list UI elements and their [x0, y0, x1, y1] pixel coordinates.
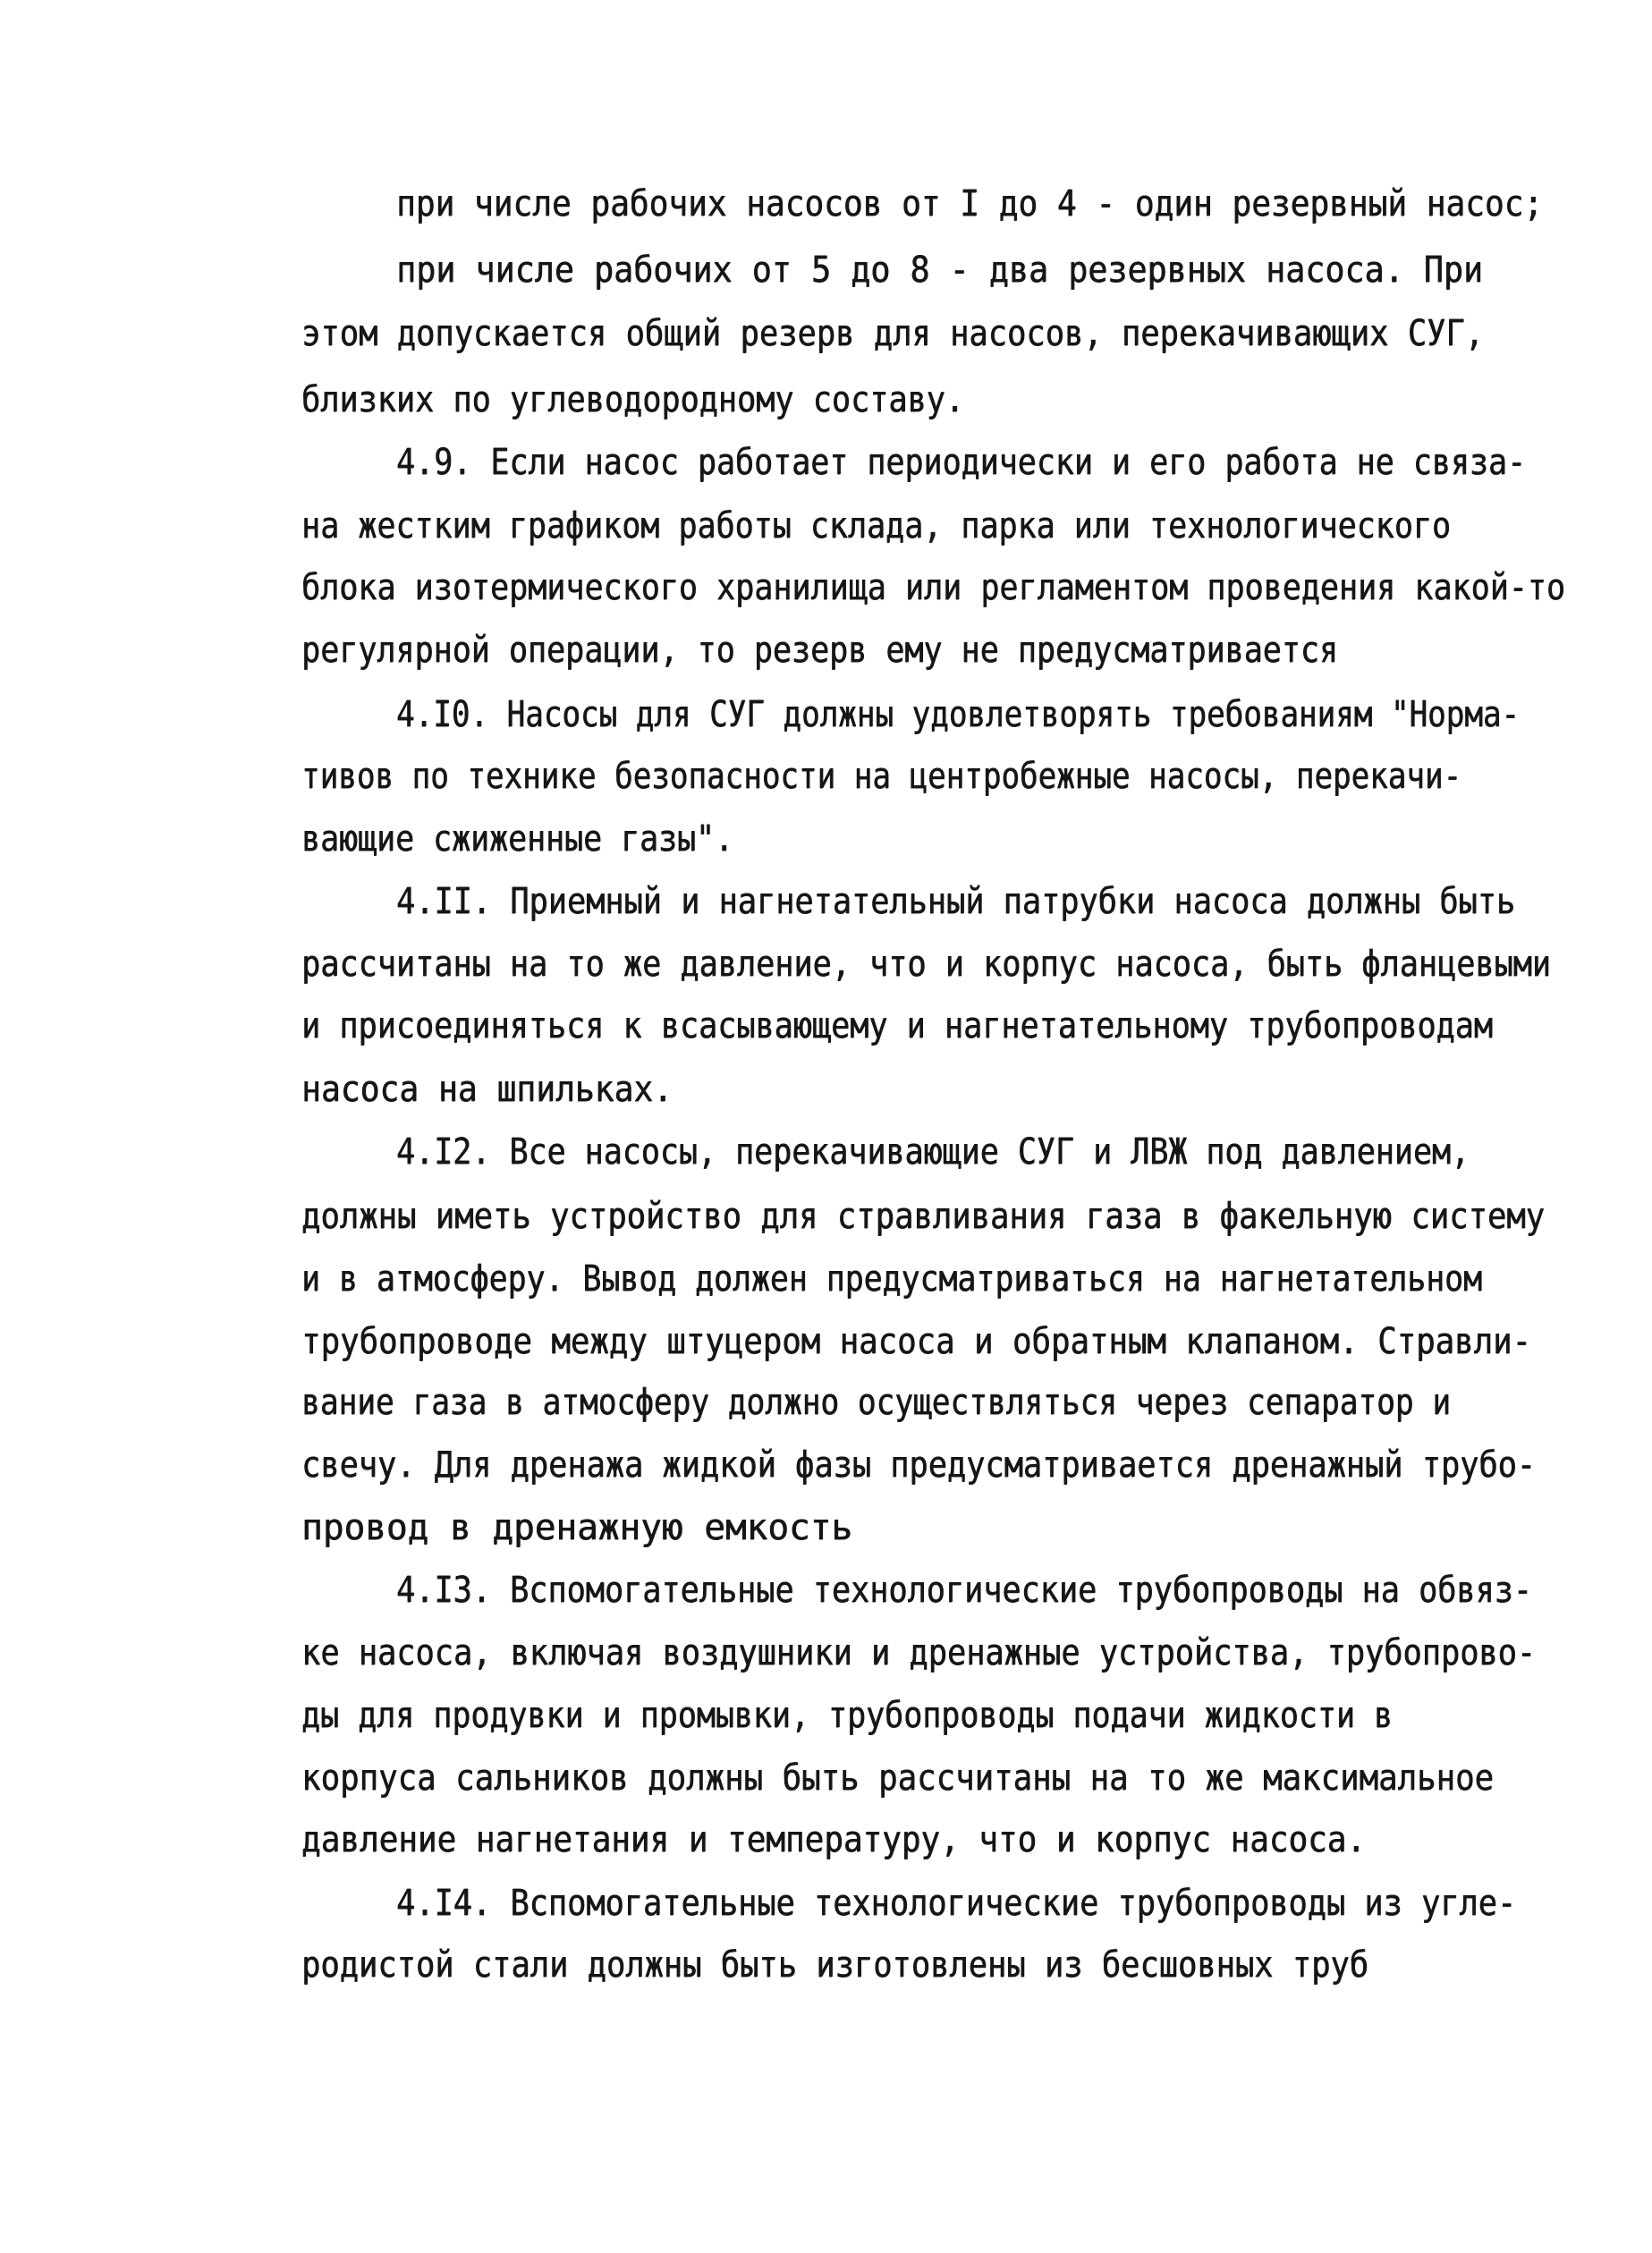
text-line: ке насоса, включая воздушники и дренажные устройства, трубопрово-: [301, 1632, 1537, 1673]
text-line: ды для продувки и промывки, трубопроводы подачи жидкости в: [301, 1695, 1393, 1736]
text-line: корпуса сальников должны быть рассчитаны на то же максимальное: [301, 1758, 1495, 1799]
text-line: родистой стали должны быть изготовлены из бесшовных труб: [301, 1944, 1368, 1986]
text-line: трубопроводе между штуцером насоса и обратным клапаном. Стравли-: [301, 1321, 1531, 1362]
text-line: свечу. Для дренажа жидкой фазы предусматривается дренажный трубо-: [301, 1444, 1537, 1486]
text-line: этом допускается общий резерв для насосов, перекачивающих СУГ,: [301, 313, 1484, 354]
text-line: и в атмосферу. Вывод должен предусматриваться на нагнетательном: [301, 1258, 1482, 1300]
text-line: провод в дренажную емкость: [301, 1507, 852, 1548]
text-line: регулярной операции, то резерв ему не предусматривается: [301, 630, 1338, 671]
text-line: вание газа в атмосферу должно осуществляться через сепаратор и: [301, 1382, 1451, 1423]
text-line: должны иметь устройство для стравливания газа в факельную систему: [301, 1196, 1546, 1237]
text-line: 4.I3. Вспомогательные технологические трубопроводы на обвяз-: [396, 1570, 1532, 1611]
text-line: 4.I4. Вспомогательные технологические трубопроводы из угле-: [396, 1883, 1517, 1924]
text-line: 4.9. Если насос работает периодически и его работа не связа-: [396, 442, 1527, 483]
text-line: рассчитаны на то же давление, что и корпус насоса, быть фланцевыми: [301, 944, 1551, 985]
text-line: 4.I0. Насосы для СУГ должны удовлетворять требованиям "Норма-: [396, 694, 1521, 735]
text-line: при числе рабочих насосов от I до 4 - один резервный насос;: [396, 183, 1544, 224]
text-line: на жестким графиком работы склада, парка или технологического: [301, 505, 1451, 546]
text-line: при числе рабочих от 5 до 8 - два резервных насоса. При: [396, 250, 1483, 291]
text-line: 4.I2. Все насосы, перекачивающие СУГ и ЛВЖ под давлением,: [396, 1131, 1470, 1173]
text-line: и присоединяться к всасывающему и нагнетательному трубопроводам: [301, 1005, 1493, 1046]
text-line: вающие сжиженные газы".: [301, 818, 733, 860]
text-line: блока изотермического хранилища или регламентом проведения какой-то: [301, 567, 1565, 608]
text-line: тивов по технике безопасности на центробежные насосы, перекачи-: [301, 756, 1462, 797]
text-line: насоса на шпильках.: [301, 1069, 674, 1110]
text-line: близких по углеводородному составу.: [301, 379, 964, 420]
text-line: давление нагнетания и температуру, что и корпус насоса.: [301, 1819, 1366, 1860]
text-line: 4.II. Приемный и нагнетательный патрубки насоса должны быть: [396, 881, 1516, 922]
